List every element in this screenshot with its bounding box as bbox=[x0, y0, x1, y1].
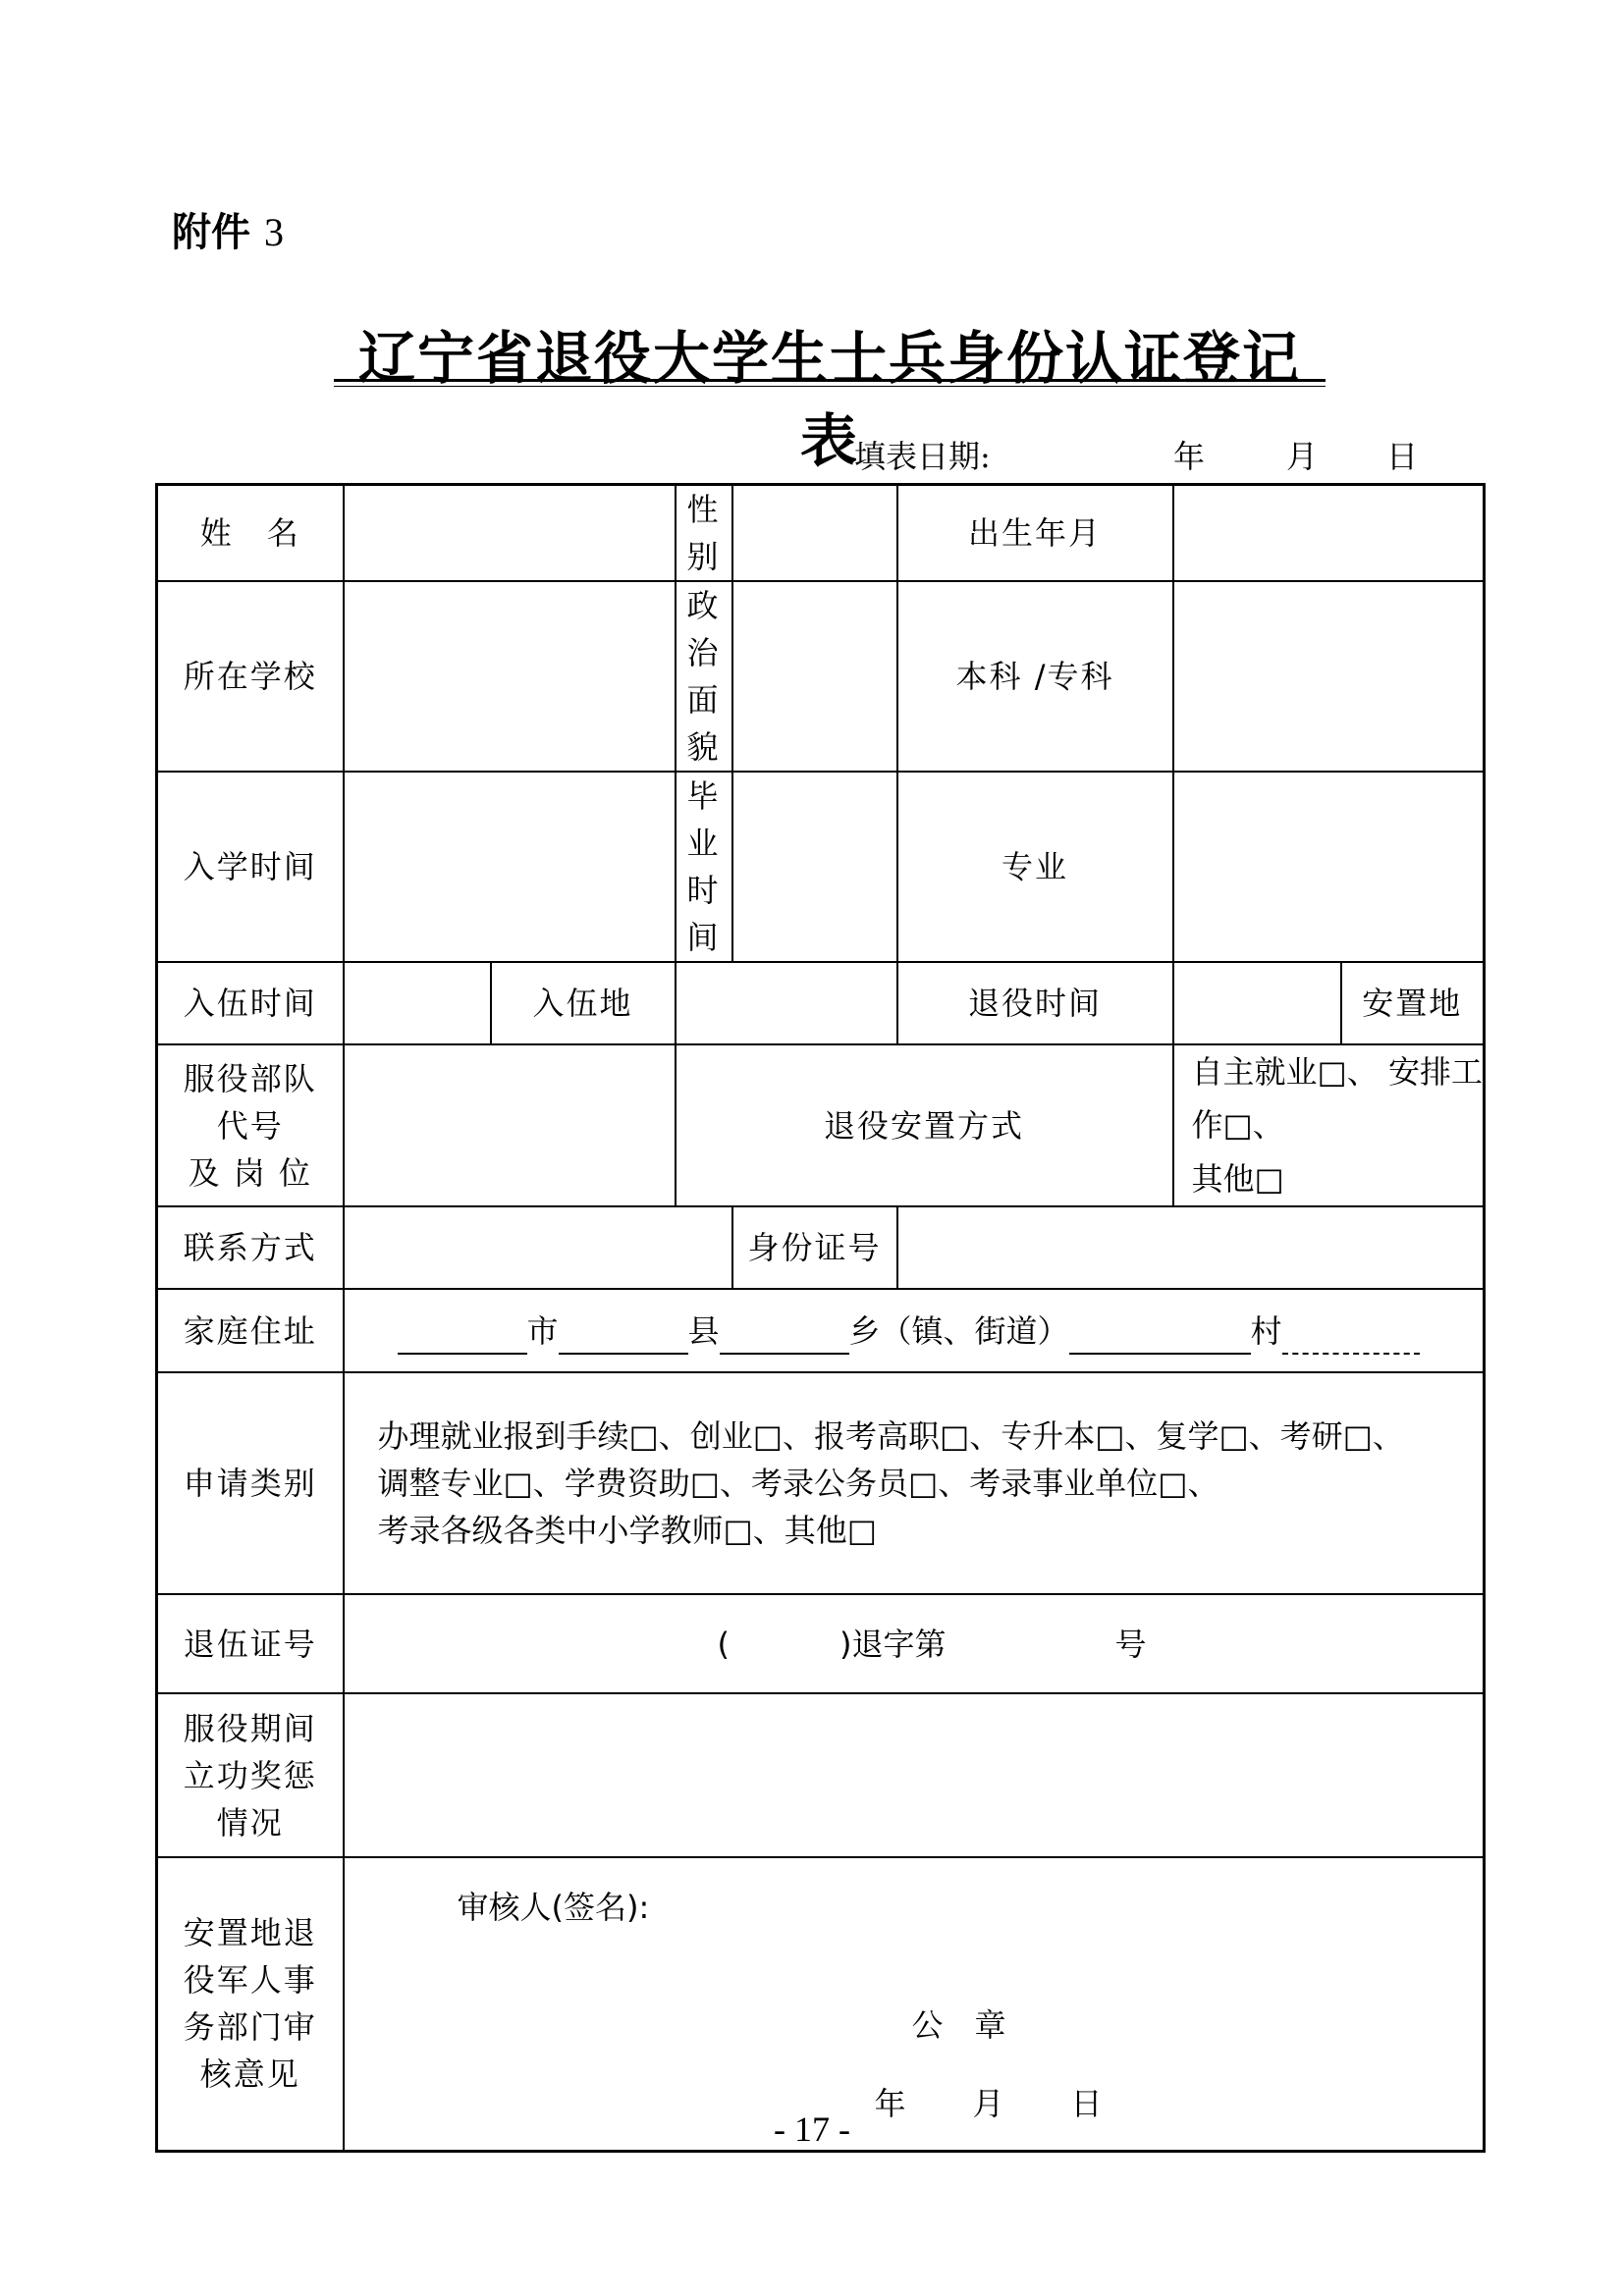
placement-method-options bbox=[1173, 1044, 1485, 1206]
name-field[interactable] bbox=[344, 485, 676, 582]
contact-field[interactable] bbox=[344, 1206, 732, 1289]
id-number-label: 身份证号 bbox=[732, 1206, 897, 1289]
apply-options-line1[interactable]: 办理就业报到手续□、创业□、报考高职□、专升本□、复学□、考研□、 bbox=[377, 1417, 1404, 1456]
form-row-address bbox=[157, 1289, 1485, 1372]
reviewer-signature-label: 审核人(签名): bbox=[457, 1889, 650, 1927]
title-underline-thin bbox=[334, 386, 1326, 387]
review-date-year: 年 bbox=[874, 2085, 906, 2123]
political-label bbox=[676, 581, 732, 772]
graduate-label-line1: 毕 业 bbox=[686, 777, 721, 862]
form-row-service bbox=[157, 962, 1485, 1044]
fill-date-day: 日 bbox=[1386, 438, 1419, 475]
enroll-time-field[interactable] bbox=[344, 772, 676, 962]
degree-label: 本科 /专科 bbox=[897, 581, 1173, 772]
apply-category-label: 申请类别 bbox=[157, 1372, 344, 1594]
address-label: 家庭住址 bbox=[157, 1289, 344, 1372]
cert-number-label: 退伍证号 bbox=[157, 1594, 344, 1693]
enlist-time-field[interactable] bbox=[344, 962, 491, 1044]
graduate-field[interactable] bbox=[732, 772, 897, 962]
official-seal-label: 公 章 bbox=[911, 2006, 1006, 2045]
gender-label: 性 别 bbox=[676, 485, 732, 582]
attachment-label: 附件 3 bbox=[172, 210, 284, 255]
discharge-time-label: 退役时间 bbox=[897, 962, 1173, 1044]
fill-date-label: 填表日期: bbox=[854, 438, 991, 475]
cert-open-paren: ( bbox=[717, 1625, 730, 1663]
form-row-unit bbox=[157, 1044, 1485, 1206]
apply-options-line3[interactable]: 考录各级各类中小学教师□、其他□ bbox=[377, 1512, 877, 1550]
form-row-basic bbox=[157, 485, 1485, 582]
form-row-apply bbox=[157, 1372, 1485, 1594]
merit-label-line2: 立功奖惩 bbox=[183, 1756, 317, 1794]
placement-options-line1[interactable]: 自主就业□、 安排工作□、 bbox=[1191, 1053, 1483, 1145]
address-county-label: 县 bbox=[687, 1311, 720, 1350]
address-town-blank[interactable] bbox=[720, 1317, 849, 1355]
registration-form bbox=[155, 483, 1486, 2153]
unit-label-line1: 服役部队 bbox=[183, 1059, 317, 1097]
enlist-time-label: 入伍时间 bbox=[157, 962, 344, 1044]
review-date-day: 日 bbox=[1070, 2085, 1103, 2123]
birth-label: 出生年月 bbox=[897, 485, 1173, 582]
review-label-line4: 核意见 bbox=[199, 2056, 300, 2094]
address-city-label: 市 bbox=[526, 1311, 559, 1350]
political-label-line2: 面 貌 bbox=[686, 681, 721, 766]
address-county-blank[interactable] bbox=[559, 1317, 688, 1355]
review-label bbox=[157, 1857, 344, 2151]
school-field[interactable] bbox=[344, 581, 676, 772]
address-village-blank[interactable] bbox=[1069, 1317, 1251, 1355]
review-label-line1: 安置地退 bbox=[183, 1914, 317, 1952]
merit-field[interactable] bbox=[344, 1693, 1485, 1857]
major-field[interactable] bbox=[1173, 772, 1485, 962]
review-label-line2: 役军人事 bbox=[183, 1961, 317, 2000]
merit-label-line3: 情况 bbox=[216, 1803, 284, 1842]
address-extra-blank[interactable] bbox=[1282, 1317, 1420, 1355]
form-row-cert bbox=[157, 1594, 1485, 1693]
cert-prefix: 退字第 bbox=[851, 1625, 947, 1663]
form-row-review bbox=[157, 1857, 1485, 2151]
title-underline bbox=[334, 379, 1326, 382]
apply-options-line2[interactable]: 调整专业□、学费资助□、考录公务员□、考录事业单位□、 bbox=[377, 1465, 1219, 1503]
name-label: 姓 名 bbox=[157, 485, 344, 582]
form-row-merit bbox=[157, 1693, 1485, 1857]
form-row-contact bbox=[157, 1206, 1485, 1289]
graduate-label bbox=[676, 772, 732, 962]
address-field[interactable] bbox=[344, 1289, 1485, 1372]
review-label-line3: 务部门审 bbox=[183, 2008, 317, 2047]
fill-date-year: 年 bbox=[1173, 438, 1206, 475]
form-row-enroll bbox=[157, 772, 1485, 962]
placement-method-label: 退役安置方式 bbox=[676, 1044, 1173, 1206]
major-label: 专业 bbox=[897, 772, 1173, 962]
form-title: 辽宁省退役大学生士兵身份认证登记表 bbox=[357, 325, 1301, 474]
review-date-month: 月 bbox=[972, 2085, 1004, 2123]
political-label-line1: 政 治 bbox=[686, 587, 721, 671]
discharge-time-field[interactable] bbox=[1173, 962, 1341, 1044]
enroll-time-label: 入学时间 bbox=[157, 772, 344, 962]
review-field[interactable] bbox=[344, 1857, 1485, 2151]
address-city-blank[interactable] bbox=[398, 1317, 527, 1355]
placement-options-line2[interactable]: 其他□ bbox=[1191, 1159, 1284, 1198]
id-number-field[interactable] bbox=[897, 1206, 1485, 1289]
cert-number-field[interactable] bbox=[344, 1594, 1485, 1693]
page-number: - 17 - bbox=[774, 2109, 850, 2149]
merit-label-line1: 服役期间 bbox=[183, 1709, 317, 1747]
placement-place-label: 安置地 bbox=[1341, 962, 1485, 1044]
unit-field[interactable] bbox=[344, 1044, 676, 1206]
cert-suffix: 号 bbox=[1114, 1625, 1147, 1663]
enlist-place-field[interactable] bbox=[676, 962, 897, 1044]
graduate-label-line2: 时 间 bbox=[686, 872, 721, 956]
merit-label bbox=[157, 1693, 344, 1857]
birth-field[interactable] bbox=[1173, 485, 1485, 582]
enlist-place-label: 入伍地 bbox=[491, 962, 676, 1044]
unit-label-line2: 代号 bbox=[216, 1106, 284, 1145]
contact-label: 联系方式 bbox=[157, 1206, 344, 1289]
political-field[interactable] bbox=[732, 581, 897, 772]
address-town-label: 乡（镇、街道） bbox=[848, 1311, 1069, 1350]
unit-label-line3: 及 岗 位 bbox=[188, 1153, 312, 1192]
form-row-school bbox=[157, 581, 1485, 772]
fill-date-month: 月 bbox=[1286, 438, 1319, 475]
school-label: 所在学校 bbox=[157, 581, 344, 772]
unit-label bbox=[157, 1044, 344, 1206]
apply-category-options bbox=[344, 1372, 1485, 1594]
degree-field[interactable] bbox=[1173, 581, 1485, 772]
gender-field[interactable] bbox=[732, 485, 897, 582]
cert-close-paren: ) bbox=[839, 1625, 852, 1663]
address-village-label: 村 bbox=[1250, 1311, 1282, 1350]
